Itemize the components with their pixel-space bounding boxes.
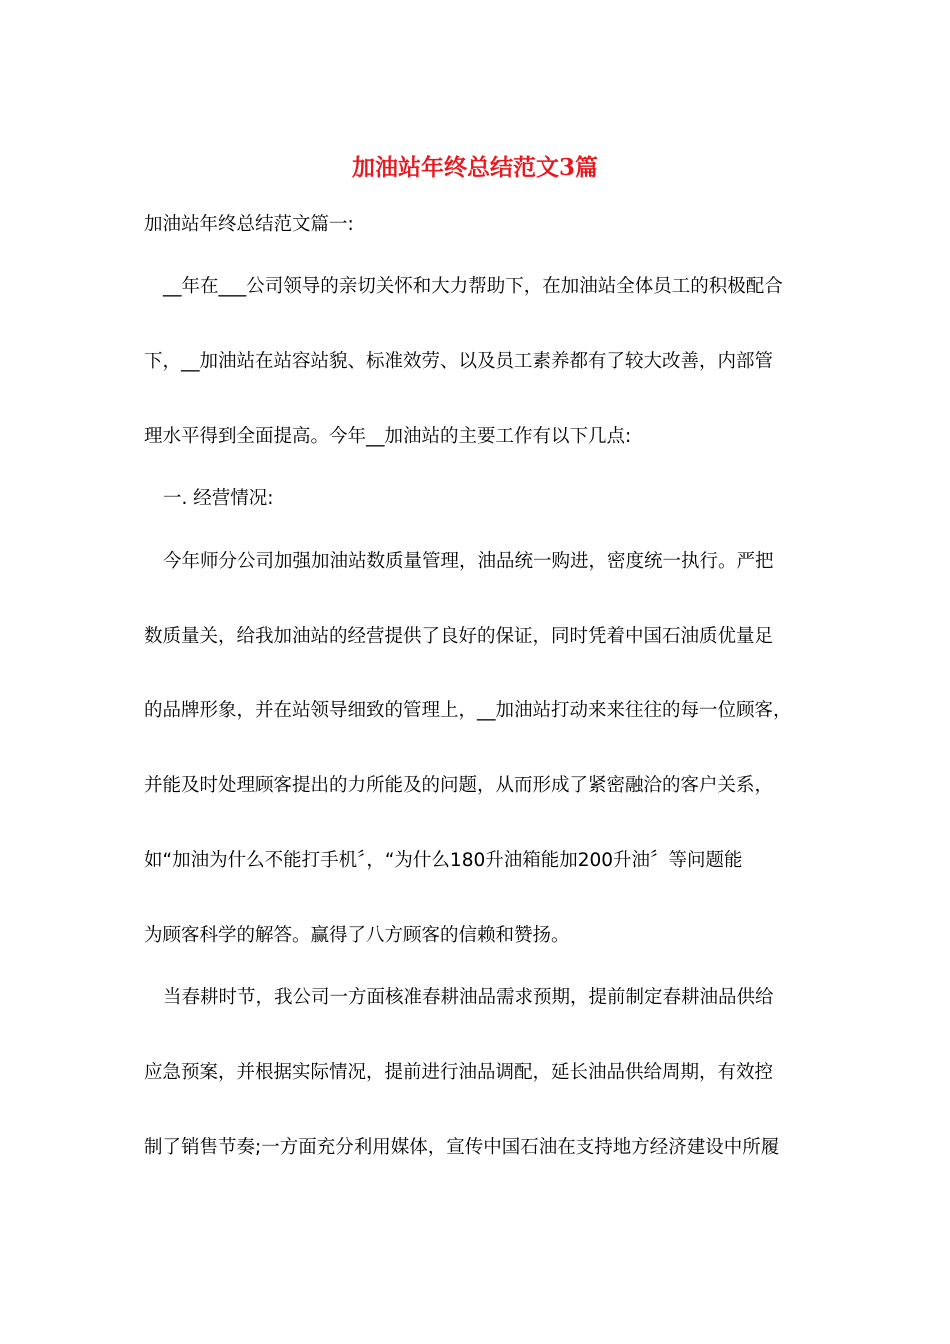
document-title: 加油站年终总结范文3篇 [351, 154, 598, 181]
paragraph-line: __年在___公司领导的亲切关怀和大力帮助下，在加油站全体员工的积极配合 [163, 276, 783, 297]
section-heading: 加油站年终总结范文篇一: [144, 214, 354, 235]
paragraph-line: 为顾客科学的解答。赢得了八方顾客的信赖和赞扬。 [144, 925, 570, 946]
subsection-heading: 一. 经营情况: [163, 488, 274, 509]
paragraph-line: 制了销售节奏;一方面充分利用媒体，宣传中国石油在支持地方经济建设中所履 [144, 1137, 780, 1158]
paragraph-line: 今年师分公司加强加油站数质量管理，油品统一购进，密度统一执行。严把 [163, 551, 774, 572]
paragraph-line: 理水平得到全面提高。今年__加油站的主要工作有以下几点: [144, 426, 632, 447]
paragraph-line: 如“加油为什么不能打手机〞，“为什么180升油箱能加200升油〞等问题能 [144, 850, 743, 871]
paragraph-line: 并能及时处理顾客提出的力所能及的问题，从而形成了紧密融洽的客户关系， [144, 775, 774, 796]
paragraph-line: 数质量关，给我加油站的经营提供了良好的保证，同时凭着中国石油质优量足 [144, 626, 774, 647]
paragraph-line: 当春耕时节，我公司一方面核准春耕油品需求预期，提前制定春耕油品供给 [163, 987, 774, 1008]
paragraph-line: 的品牌形象，并在站领导细致的管理上，__加油站打动来来往往的每一位顾客， [144, 700, 792, 721]
paragraph-line: 应急预案，并根据实际情况，提前进行油品调配，延长油品供给周期，有效控 [144, 1062, 774, 1083]
paragraph-line: 下，__加油站在站容站貌、标准效劳、以及员工素养都有了较大改善，内部管 [144, 351, 774, 372]
